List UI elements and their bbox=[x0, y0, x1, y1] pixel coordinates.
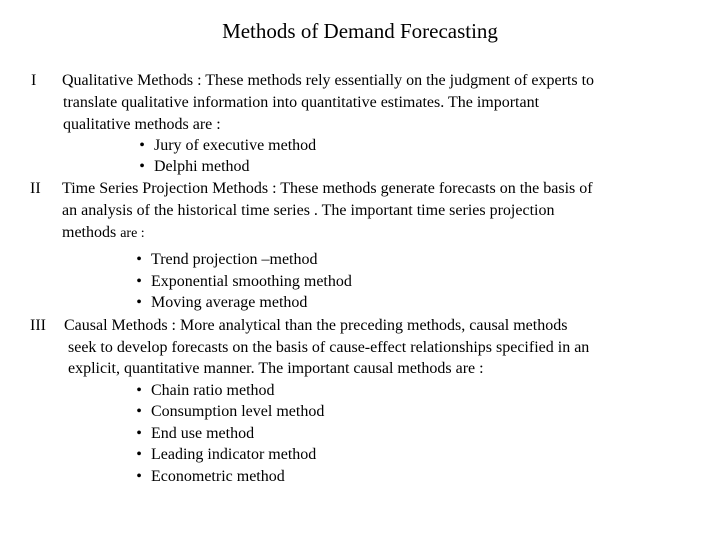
section-numeral: III bbox=[30, 317, 46, 334]
section-line bbox=[62, 70, 594, 91]
list-item-label: Consumption level method bbox=[151, 403, 325, 420]
section-text: seek to develop forecasts on the basis of cause-effect relationships specified in an bbox=[68, 339, 590, 356]
bullet-icon: • bbox=[136, 273, 142, 290]
section-heading: Qualitative Methods : bbox=[62, 72, 202, 89]
section-numeral: II bbox=[30, 180, 41, 197]
section-heading: Time Series Projection Methods : bbox=[62, 180, 277, 197]
bullet-icon: • bbox=[136, 251, 142, 268]
section-text: an analysis of the historical time series . The important time series projection bbox=[62, 202, 555, 219]
bullet-icon: • bbox=[139, 137, 145, 154]
section-text: methods bbox=[62, 224, 117, 241]
section-text: are : bbox=[120, 226, 145, 241]
section-text: explicit, quantitative manner. The important causal methods are : bbox=[68, 360, 484, 377]
bullet-icon: • bbox=[136, 294, 142, 311]
section-text: More analytical than the preceding methods, causal methods bbox=[180, 317, 568, 334]
bullet-icon: • bbox=[139, 158, 145, 175]
section-text: translate qualitative information into quantitative estimates. The important bbox=[63, 94, 540, 111]
bullet-icon: • bbox=[136, 382, 142, 399]
bullet-icon: • bbox=[136, 446, 142, 463]
list-item-label: Trend projection –method bbox=[151, 251, 318, 268]
section-text: qualitative methods are : bbox=[63, 116, 221, 133]
section-line bbox=[62, 222, 145, 244]
list-item-label: Jury of executive method bbox=[154, 137, 317, 154]
list-item-label: Moving average method bbox=[151, 294, 308, 311]
list-item-label: Exponential smoothing method bbox=[151, 273, 352, 290]
section-text: These methods generate forecasts on the basis of bbox=[280, 180, 593, 197]
bullet-icon: • bbox=[136, 425, 142, 442]
list-item-label: Econometric method bbox=[151, 468, 285, 485]
section-line bbox=[64, 315, 567, 336]
list-item-label: Chain ratio method bbox=[151, 382, 275, 399]
list-item-label: End use method bbox=[151, 425, 255, 442]
list-item-label: Delphi method bbox=[154, 158, 250, 175]
section-text: These methods rely essentially on the judgment of experts to bbox=[205, 72, 595, 89]
section-heading: Causal Methods : bbox=[64, 317, 176, 334]
section-numeral: I bbox=[31, 72, 37, 89]
bullet-icon: • bbox=[136, 468, 142, 485]
page-title: Methods of Demand Forecasting bbox=[222, 19, 498, 43]
bullet-icon: • bbox=[136, 403, 142, 420]
section-line bbox=[62, 178, 593, 199]
list-item-label: Leading indicator method bbox=[151, 446, 317, 463]
